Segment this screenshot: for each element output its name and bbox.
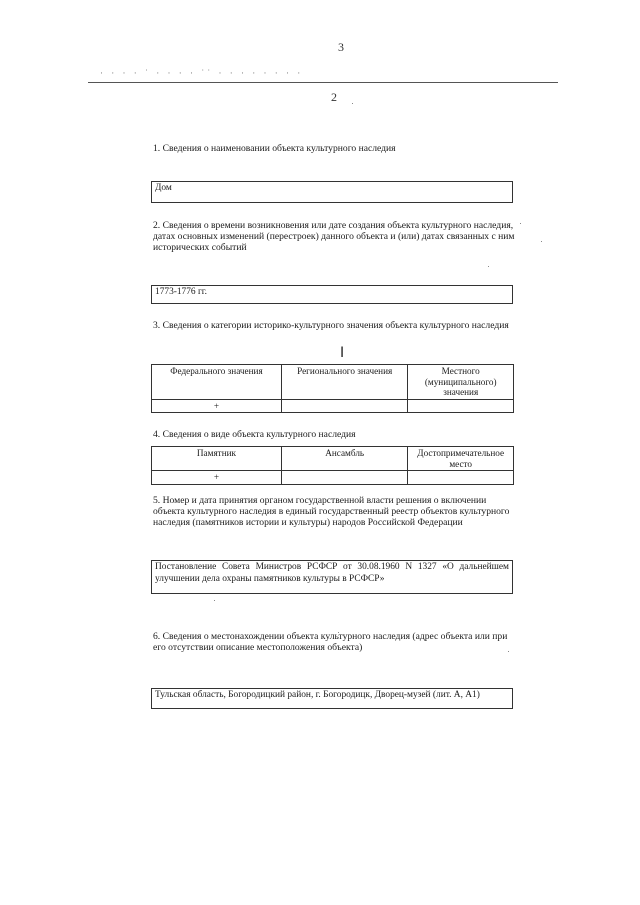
table-header-row — [152, 447, 514, 471]
mark-monument: + — [152, 471, 282, 485]
section-2-heading: 2. Сведения о времени возникновения или дате создания объекта культурного наследия, датах основных изменений (перестроек) данного объекта и (или) датах связанных с ним исторических событий — [153, 220, 515, 253]
header-rule — [88, 82, 558, 83]
section-3-heading: 3. Сведения о категории историко-культурного значения объекта культурного наследия — [153, 320, 509, 331]
section-3-table — [151, 364, 514, 413]
section-6-value: Тульская область, Богородицкий район, г. Богородицк, Дворец-музей (лит. А, А1) — [151, 688, 513, 709]
section-4-table — [151, 446, 514, 485]
mark-local — [408, 399, 514, 413]
table-row — [152, 399, 514, 413]
col-regional: Регионального значения — [281, 365, 407, 400]
col-federal: Федерального значения — [152, 365, 282, 400]
col-landmark: Достопримечательное место — [408, 447, 514, 471]
section-5-value: Постановление Совета Министров РСФСР от 30.08.1960 N 1327 «О дальнейшем улучшении дела охраны памятников культуры в РСФСР» — [151, 560, 513, 594]
table-row — [152, 471, 514, 485]
section-1-heading: 1. Сведения о наименовании объекта культурного наследия — [153, 143, 396, 154]
mark-landmark — [408, 471, 514, 485]
text-cursor-icon: I — [340, 345, 345, 361]
page-number-inner: 2 — [331, 90, 337, 104]
mark-ensemble — [281, 471, 407, 485]
col-monument: Памятник — [152, 447, 282, 471]
page-number-top: 3 — [338, 40, 344, 54]
table-header-row — [152, 365, 514, 400]
section-2-value: 1773-1776 гг. — [151, 285, 513, 304]
section-6-heading: 6. Сведения о местонахождении объекта культурного наследия (адрес объекта или при его отсутствии описание местоположения объекта) — [153, 631, 508, 653]
mark-federal: + — [152, 399, 282, 413]
section-4-heading: 4. Сведения о виде объекта культурного наследия — [153, 429, 356, 440]
scan-noise: · · · · ˙ · · · · ˙˙ · · · · · · · · — [100, 68, 304, 78]
col-ensemble: Ансамбль — [281, 447, 407, 471]
section-1-value: Дом — [151, 181, 513, 203]
mark-regional — [281, 399, 407, 413]
section-5-heading: 5. Номер и дата принятия органом государственной власти решения о включении объекта культурного наследия в единый государственный реестр объектов культурного наследия (памятников истории и культуры) народов Российской Федерации — [153, 495, 510, 528]
col-local: Местного (муниципального) значения — [408, 365, 514, 400]
